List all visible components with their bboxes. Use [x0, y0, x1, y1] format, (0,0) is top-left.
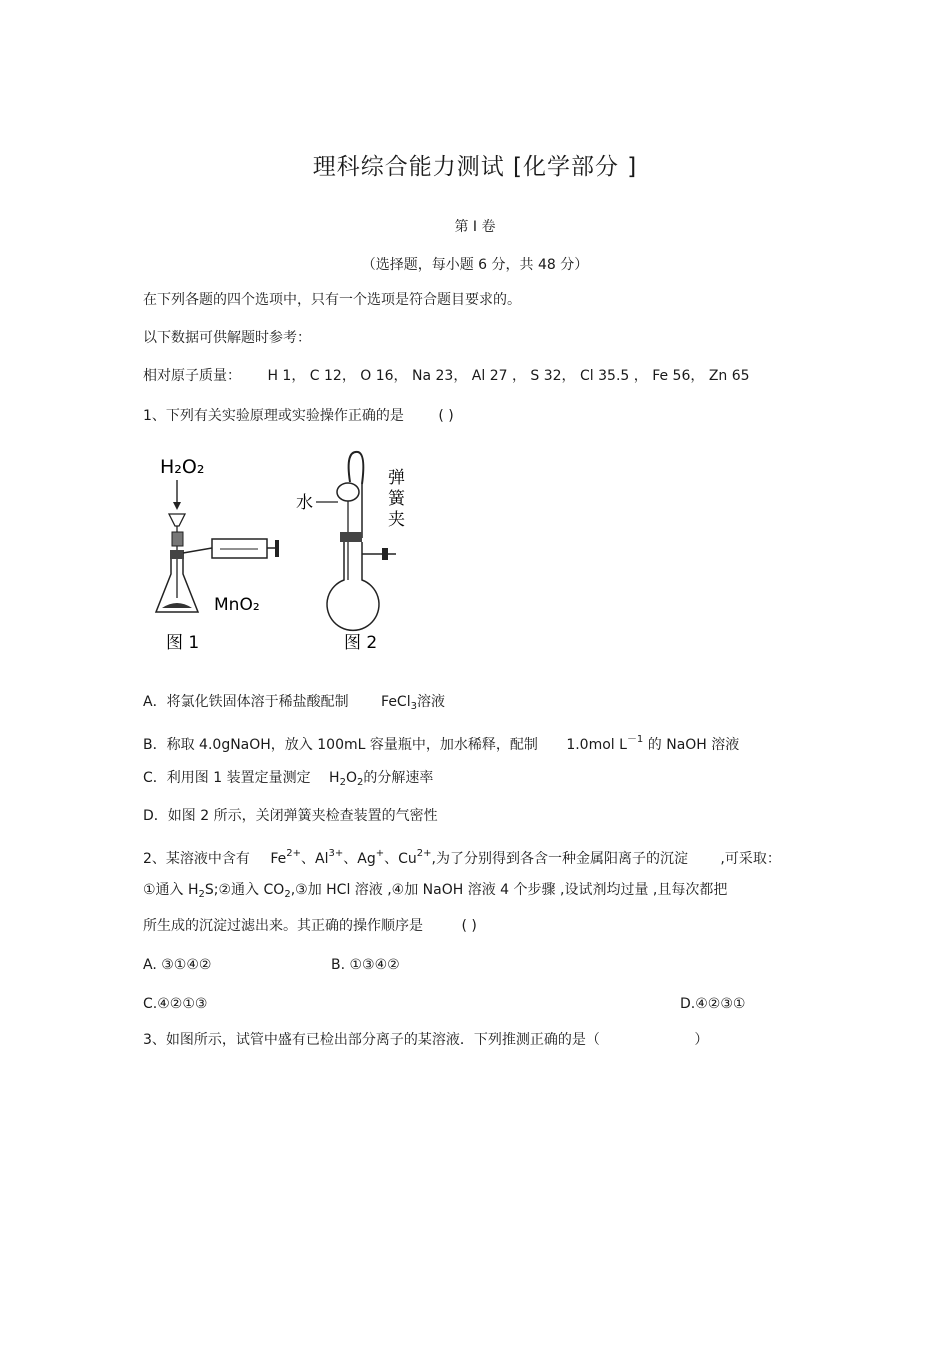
question-1-stem: [143, 406, 454, 426]
option-1b: [143, 730, 739, 755]
question-3-text: 3、如图所示，试管中盛有已检出部分离子的某溶液．下列推测正确的是（: [143, 1032, 600, 1048]
answer-paren: ( ): [461, 918, 477, 934]
step-2-text: S;②通入 CO: [204, 882, 285, 898]
separator: 、: [384, 851, 399, 867]
flask-stopper: [340, 532, 362, 542]
option-1c-text: C．利用图 1 装置定量测定: [143, 770, 311, 786]
question-2-line-3: [143, 916, 477, 936]
option-2b: B. ①③④②: [331, 957, 400, 973]
section-note: （选择题，每小题 6 分，共 48 分）: [361, 257, 589, 273]
ion-ag: Ag: [357, 851, 376, 867]
option-2a: A. ③①④②: [143, 957, 212, 973]
option-1a-suffix: 溶液: [416, 694, 445, 710]
ion-al-charge: 3+: [328, 848, 344, 859]
question-2-tail: ,可采取：: [720, 851, 781, 867]
option-1a: [143, 692, 445, 717]
page-title: 理科综合能力测试 [化学部分 ]: [312, 154, 638, 180]
answer-paren-close: ）: [694, 1032, 709, 1048]
step-1-sub: 2: [198, 889, 205, 900]
separator: 、: [343, 851, 358, 867]
option-2d: D.④②③①: [680, 996, 746, 1012]
question-2-text: 2、某溶液中含有: [143, 851, 250, 867]
rubber-stopper: [170, 550, 184, 559]
water-label: 水: [296, 493, 313, 513]
rubber-tube: [349, 452, 364, 484]
figure-1-caption: 图 1: [166, 633, 200, 653]
question-2-suffix: ,为了分别得到各含一种金属阳离子的沉淀: [431, 851, 688, 867]
dropping-funnel: [169, 514, 185, 526]
delivery-tube: [183, 548, 212, 553]
option-1c-sub: 2: [339, 777, 346, 788]
steps-rest: ,③加 HCl 溶液 ,④加 NaOH 溶液 4 个步骤 ,设试剂均过量 ,且每次都把: [290, 882, 728, 898]
option-1c-formula: H: [329, 770, 340, 786]
atomic-mass-label: 相对原子质量：: [143, 368, 241, 384]
ion-fe-charge: 2+: [286, 848, 302, 859]
option-2c: C.④②①③: [143, 996, 208, 1012]
apparatus-figure: [140, 440, 430, 665]
clip-label-2: 簧: [388, 489, 405, 509]
question-2-line-2: [143, 880, 727, 905]
mno2-label: MnO₂: [214, 595, 260, 615]
question-3-stem: [143, 1030, 708, 1050]
question-2-stem: [143, 844, 781, 869]
option-1a-formula: FeCl: [381, 694, 411, 710]
ion-al: Al: [315, 851, 329, 867]
step-2-sub: 2: [284, 889, 291, 900]
instruction-text: 在下列各题的四个选项中，只有一个选项是符合题目要求的。: [143, 292, 521, 308]
option-1b-sup: －1: [626, 734, 644, 745]
answer-paren: ( ): [438, 408, 454, 424]
option-1a-sub: 3: [410, 701, 417, 712]
atomic-mass-values: H 1， C 12， O 16， Na 23， Al 27 ， S 32， Cl 35.5 ， Fe 56， Zn 65: [267, 368, 750, 384]
separator: 、: [301, 851, 316, 867]
arrow-head: [173, 502, 181, 510]
question-2-line-3-text: 所生成的沉淀过滤出来。其正确的操作顺序是: [143, 918, 423, 934]
ion-fe: Fe: [270, 851, 287, 867]
separatory-funnel: [337, 483, 359, 501]
ion-cu: Cu: [398, 851, 417, 867]
clip-label-3: 夹: [388, 510, 405, 530]
round-flask: [327, 542, 379, 630]
option-1d: D．如图 2 所示，关闭弹簧夹检查装置的气密性: [143, 808, 438, 824]
volume-heading: 第 I 卷: [454, 219, 496, 235]
figure-2-caption: 图 2: [344, 633, 378, 653]
ion-cu-charge: 2+: [416, 848, 432, 859]
option-1c-o: O: [345, 770, 357, 786]
option-1c-sub2: 2: [356, 777, 364, 788]
option-1b-text: B．称取 4.0gNaOH，放入 100mL 容量瓶中，加水稀释，配制: [143, 737, 538, 753]
stopcock: [172, 532, 183, 546]
syringe-plunger: [275, 540, 279, 557]
option-1b-suffix: 的 NaOH 溶液: [647, 737, 740, 753]
question-1-text: 1、下列有关实验原理或实验操作正确的是: [143, 408, 404, 424]
step-1-text: ①通入 H: [143, 882, 199, 898]
clip-label-1: 弹: [388, 468, 405, 488]
option-1b-conc: 1.0mol L: [566, 737, 627, 753]
option-1c-suffix: 的分解速率: [363, 770, 434, 786]
option-1c: [143, 768, 433, 793]
option-1a-text: A．将氯化铁固体溶于稀盐酸配制: [143, 694, 349, 710]
ion-ag-charge: +: [375, 848, 385, 859]
atomic-mass-line: [143, 366, 750, 386]
h2o2-label: H₂O₂: [160, 456, 205, 478]
spring-clamp: [382, 548, 388, 560]
reference-text: 以下数据可供解题时参考：: [143, 330, 311, 346]
mno2-solid: [162, 603, 192, 608]
